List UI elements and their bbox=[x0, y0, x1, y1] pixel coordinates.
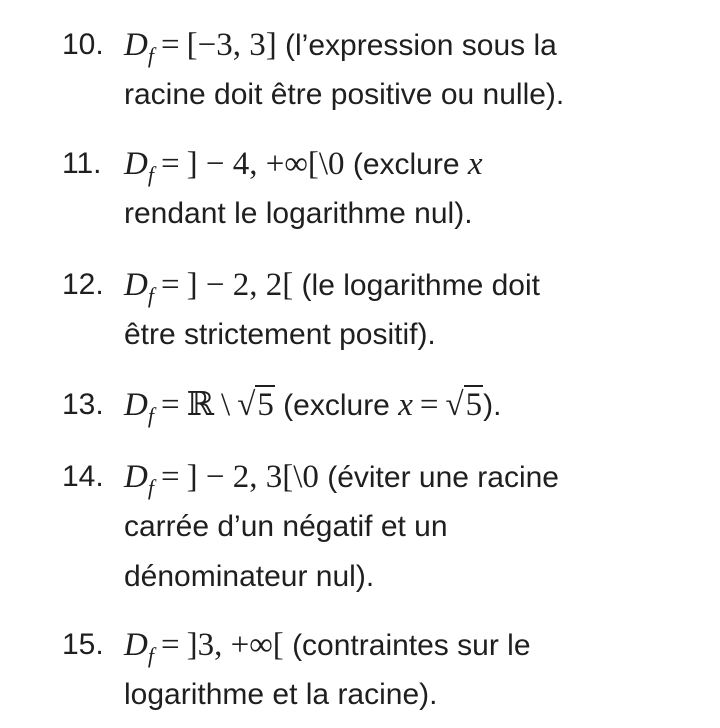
domain-formula: $D_f$ = ] − 2, 2[ bbox=[124, 267, 294, 308]
domain-formula: $D_f$ = ] − 2, 3[\0 bbox=[124, 459, 319, 500]
item-text-end: ). bbox=[483, 389, 502, 422]
item-content bbox=[124, 20, 684, 120]
item-line-1: $D_f$ = ℝ \ √5 (exclure x = √5). bbox=[124, 387, 502, 428]
item-content bbox=[124, 380, 684, 430]
item-line-1 bbox=[124, 620, 684, 670]
item-number: 13. bbox=[62, 388, 104, 421]
item-content bbox=[124, 260, 684, 360]
domain-formula: $D_f$ = ] − 4, +∞[\0 bbox=[124, 146, 345, 187]
item-line-1 bbox=[124, 20, 684, 70]
item-text: (éviter une racine bbox=[318, 461, 559, 494]
item-line-2: être strictement positif). bbox=[124, 318, 436, 351]
item-text: (exclure bbox=[344, 148, 468, 181]
sqrt-symbol: √ bbox=[445, 387, 464, 423]
item-text: (contraintes sur le bbox=[283, 629, 531, 662]
item-line-2: carrée d’un négatif et un bbox=[124, 510, 448, 543]
item-number: 12. bbox=[62, 268, 104, 301]
item-line-2: logarithme et la racine). bbox=[124, 678, 438, 711]
item-line-2: rendant le logarithme nul). bbox=[124, 197, 473, 230]
list-item-11 bbox=[0, 139, 720, 239]
variable-x: x bbox=[467, 146, 483, 182]
item-line-1 bbox=[124, 452, 684, 502]
list-item-12 bbox=[0, 260, 720, 360]
list-item-14 bbox=[0, 452, 720, 602]
item-text: (exclure bbox=[274, 389, 399, 422]
item-content bbox=[124, 139, 684, 239]
domain-formula: $D_f = ]3$, +∞[ bbox=[124, 627, 284, 668]
item-line-3: dénominateur nul). bbox=[124, 560, 375, 593]
list-item-13 bbox=[0, 380, 720, 430]
item-line-1 bbox=[124, 260, 684, 310]
item-content bbox=[124, 620, 684, 720]
item-number: 11. bbox=[62, 147, 102, 180]
item-number: 15. bbox=[62, 628, 104, 661]
domain-formula: $D_f$ = ℝ \ √5 bbox=[124, 387, 274, 428]
item-text: (le logarithme doit bbox=[293, 269, 540, 302]
item-line-2: racine doit être positive ou nulle). bbox=[124, 78, 565, 111]
list-item-10 bbox=[0, 20, 720, 120]
item-number: 10. bbox=[62, 28, 104, 61]
variable-x: x bbox=[398, 387, 413, 423]
item-content bbox=[124, 452, 684, 602]
list-item-15 bbox=[0, 620, 720, 720]
item-line-1 bbox=[124, 139, 684, 189]
item-number: 14. bbox=[62, 460, 104, 493]
domain-formula: $D_f = [-3$, 3] bbox=[124, 27, 277, 68]
sqrt-symbol: √ bbox=[237, 387, 256, 423]
item-text: (l’expression sous la bbox=[276, 29, 557, 62]
